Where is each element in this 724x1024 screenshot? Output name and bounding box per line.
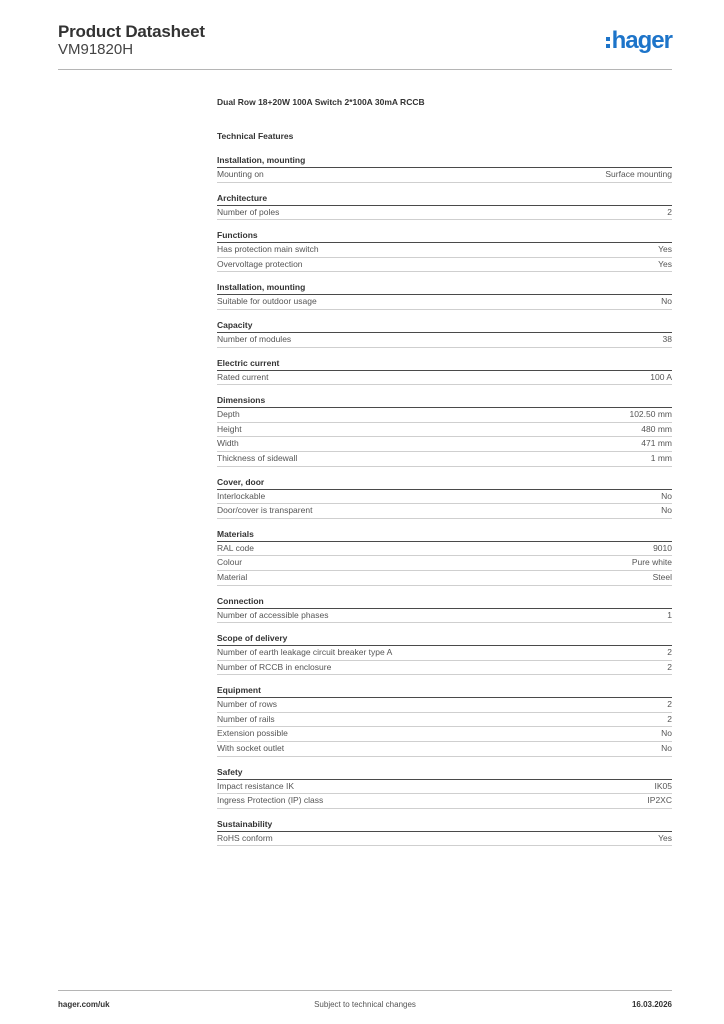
group-title: Capacity	[217, 319, 672, 333]
feature-row	[217, 333, 672, 348]
feature-value: Steel	[652, 571, 672, 582]
feature-value: 480 mm	[641, 423, 672, 434]
feature-value: 2	[667, 206, 672, 217]
feature-label: Colour	[217, 557, 243, 568]
group-title: Electric current	[217, 357, 672, 371]
feature-label: Number of rows	[217, 699, 277, 710]
feature-label: Number of rails	[217, 713, 275, 724]
feature-group	[217, 632, 672, 675]
group-title: Architecture	[217, 192, 672, 206]
feature-row	[217, 794, 672, 809]
feature-row	[217, 832, 672, 847]
hager-logo	[606, 28, 672, 54]
feature-value: Yes	[658, 258, 672, 269]
feature-row	[217, 452, 672, 467]
feature-group	[217, 394, 672, 466]
feature-group	[217, 595, 672, 624]
feature-row	[217, 609, 672, 624]
feature-label: Impact resistance IK	[217, 780, 295, 791]
feature-label: Extension possible	[217, 728, 288, 739]
group-title: Scope of delivery	[217, 632, 672, 646]
feature-groups	[217, 154, 672, 846]
feature-row	[217, 295, 672, 310]
feature-value: Pure white	[631, 557, 672, 568]
feature-label: Interlockable	[217, 490, 266, 501]
footer-notice: Subject to technical changes	[314, 1000, 416, 1009]
group-title: Installation, mounting	[217, 281, 672, 295]
feature-label: With socket outlet	[217, 743, 285, 754]
feature-label: Number of RCCB in enclosure	[217, 661, 332, 672]
group-title: Materials	[217, 528, 672, 542]
document-title: Product Datasheet	[58, 22, 205, 41]
feature-label: Mounting on	[217, 169, 264, 179]
feature-value: 1	[667, 609, 672, 620]
feature-group	[217, 766, 672, 809]
feature-value: Yes	[658, 244, 672, 255]
feature-value: No	[661, 728, 672, 739]
feature-group	[217, 281, 672, 310]
feature-label: Overvoltage protection	[217, 258, 303, 269]
page-footer	[58, 990, 672, 1014]
feature-value: 2	[667, 713, 672, 724]
feature-label: Suitable for outdoor usage	[217, 296, 317, 307]
feature-value: 9010	[653, 542, 672, 553]
datasheet-content	[217, 96, 672, 855]
feature-row	[217, 504, 672, 519]
feature-group	[217, 357, 672, 386]
feature-group	[217, 319, 672, 348]
product-code: VM91820H	[58, 41, 134, 58]
feature-group	[217, 684, 672, 756]
feature-label: Number of earth leakage circuit breaker type A	[217, 647, 393, 658]
feature-row	[217, 556, 672, 571]
logo-dots-icon	[606, 37, 610, 48]
group-title: Sustainability	[217, 818, 672, 832]
feature-label: RAL code	[217, 542, 255, 553]
feature-row	[217, 423, 672, 438]
feature-row	[217, 371, 672, 386]
feature-label: Number of modules	[217, 333, 292, 344]
feature-value: Surface mounting	[605, 169, 672, 179]
feature-value: No	[661, 296, 672, 307]
feature-row	[217, 780, 672, 795]
feature-row	[217, 571, 672, 586]
feature-label: Number of poles	[217, 206, 280, 217]
group-title: Connection	[217, 595, 672, 609]
logo-text: hager	[611, 27, 672, 54]
group-title: Installation, mounting	[217, 154, 672, 168]
feature-value: No	[661, 505, 672, 516]
group-title: Cover, door	[217, 476, 672, 490]
feature-row	[217, 408, 672, 423]
feature-row	[217, 713, 672, 728]
group-title: Dimensions	[217, 394, 672, 408]
feature-row	[217, 243, 672, 258]
feature-row	[217, 168, 672, 183]
feature-group	[217, 476, 672, 519]
page-header	[58, 22, 672, 70]
feature-row	[217, 490, 672, 505]
feature-group	[217, 528, 672, 586]
feature-label: Has protection main switch	[217, 244, 319, 255]
footer-website[interactable]: hager.com/uk	[58, 1000, 110, 1009]
section-title: Technical Features	[217, 131, 294, 141]
feature-value: IK05	[654, 780, 672, 791]
feature-value: 2	[667, 661, 672, 672]
feature-row	[217, 437, 672, 452]
feature-row	[217, 698, 672, 713]
feature-label: Material	[217, 571, 248, 582]
feature-label: Height	[217, 423, 242, 434]
footer-date: 16.03.2026	[631, 1000, 672, 1009]
feature-value: Yes	[658, 832, 672, 843]
feature-row	[217, 258, 672, 273]
feature-group	[217, 229, 672, 272]
feature-label: Door/cover is transparent	[217, 505, 313, 516]
feature-label: Depth	[217, 409, 240, 420]
feature-row	[217, 661, 672, 676]
feature-value: 1 mm	[650, 452, 672, 463]
feature-value: 102.50 mm	[629, 409, 672, 420]
feature-label: Ingress Protection (IP) class	[217, 795, 324, 806]
feature-value: 471 mm	[641, 438, 672, 449]
group-title: Safety	[217, 766, 672, 780]
group-title: Functions	[217, 229, 672, 243]
feature-row	[217, 542, 672, 557]
feature-value: 2	[667, 699, 672, 710]
feature-row	[217, 742, 672, 757]
feature-group	[217, 818, 672, 847]
feature-row	[217, 206, 672, 221]
feature-value: IP2XC	[647, 795, 672, 806]
feature-label: Rated current	[217, 371, 269, 382]
feature-row	[217, 727, 672, 742]
feature-label: Width	[217, 438, 239, 449]
feature-value: 100 A	[650, 371, 672, 382]
feature-label: Number of accessible phases	[217, 609, 329, 620]
feature-group	[217, 192, 672, 221]
feature-label: RoHS conform	[217, 832, 273, 843]
feature-row	[217, 646, 672, 661]
feature-value: No	[661, 743, 672, 754]
feature-value: 2	[667, 647, 672, 658]
feature-group	[217, 154, 672, 183]
feature-value: No	[661, 490, 672, 501]
feature-label: Thickness of sidewall	[217, 452, 298, 463]
product-name: Dual Row 18+20W 100A Switch 2*100A 30mA RCCB	[217, 97, 425, 107]
feature-value: 38	[662, 333, 672, 344]
group-title: Equipment	[217, 684, 672, 698]
